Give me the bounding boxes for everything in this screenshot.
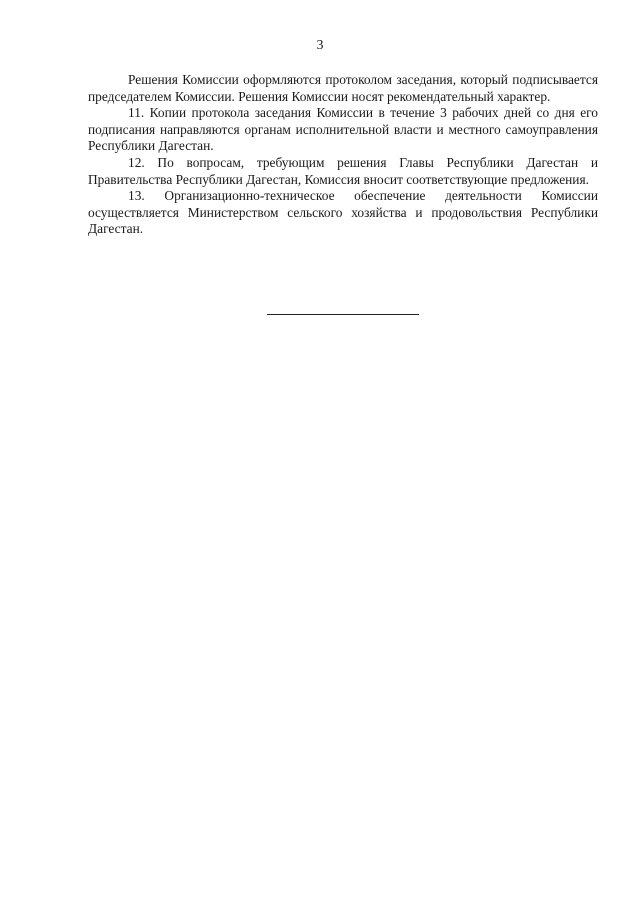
paragraph-commission-decisions: Решения Комиссии оформляются протоколом заседания, который подписывается председателем Комиссии. Решения Комиссии носят рекомендательный характер. <box>88 72 598 104</box>
paragraph-13-organizational-support: 13. Организационно-техническое обеспечение деятельности Комиссии осуществляется Министерством сельского хозяйства и продовольствия Республики Дагестан. <box>88 188 598 237</box>
paragraph-12-proposals: 12. По вопросам, требующим решения Главы Республики Дагестан и Правительства Республики Дагестан, Комиссия вносит соответствующие предложения. <box>88 154 598 187</box>
paragraph-11-protocol-copies: 11. Копии протокола заседания Комиссии в течение 3 рабочих дней со дня его подписания направляются органам исполнительной власти и местного самоуправления Республики Дагестан. <box>88 105 598 154</box>
end-divider-line <box>267 314 419 315</box>
page-number: 3 <box>316 38 324 53</box>
document-body <box>88 72 598 238</box>
